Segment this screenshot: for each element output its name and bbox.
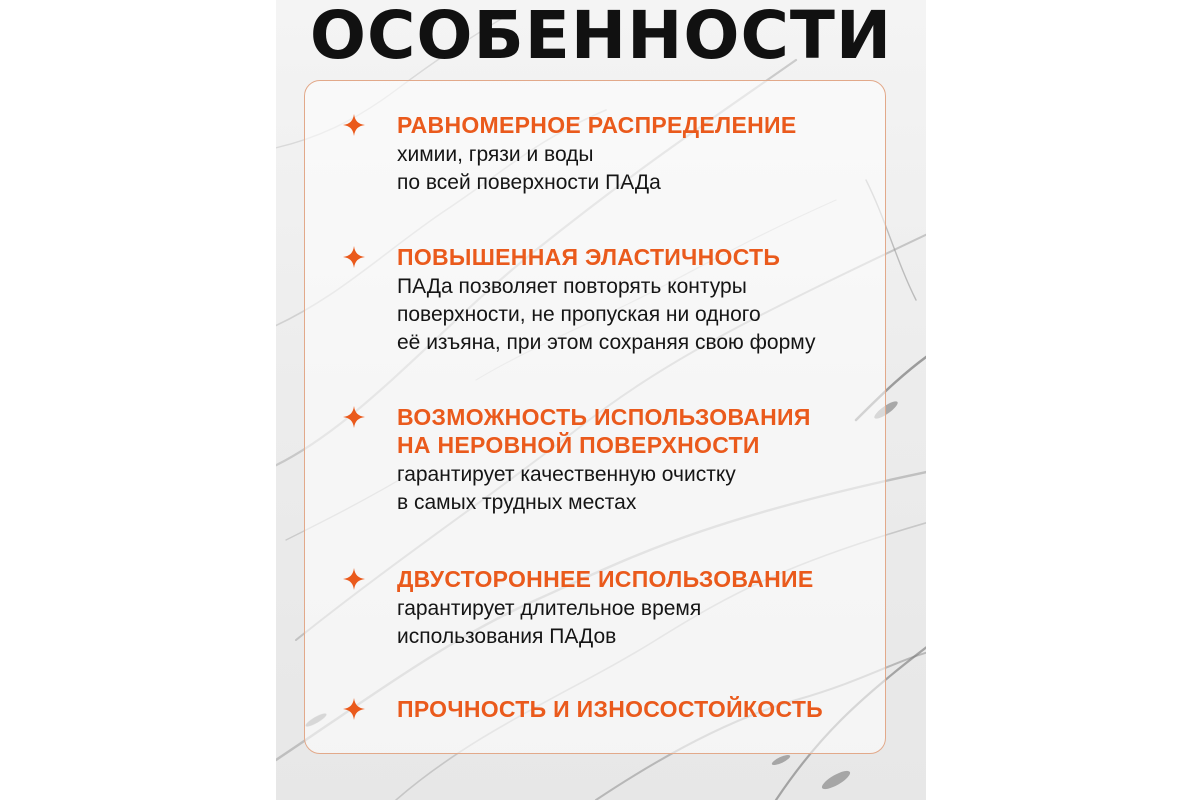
features-card [304, 80, 886, 754]
feature-description-line: гарантирует длительное время [397, 597, 702, 620]
feature-title-line: РАВНОМЕРНОЕ РАСПРЕДЕЛЕНИЕ [397, 112, 797, 138]
feature-description [397, 461, 877, 517]
feature-description [397, 141, 877, 197]
feature-title-line: ПОВЫШЕННАЯ ЭЛАСТИЧНОСТЬ [397, 244, 781, 270]
feature-description-line: ПАДа позволяет повторять контуры [397, 275, 747, 298]
feature-description-line: её изъяна, при этом сохраняя свою форму [397, 331, 816, 354]
feature-description-line: использования ПАДов [397, 625, 617, 648]
feature-title-line: НА НЕРОВНОЙ ПОВЕРХНОСТИ [397, 432, 760, 458]
four-point-star-icon [343, 246, 365, 268]
feature-description-line: поверхности, не пропуская ни одного [397, 303, 761, 326]
feature-title [397, 403, 877, 459]
feature-description [397, 273, 877, 357]
feature-description [397, 595, 877, 651]
feature-title-line: ВОЗМОЖНОСТЬ ИСПОЛЬЗОВАНИЯ [397, 404, 811, 430]
four-point-star-icon [343, 568, 365, 590]
feature-title [397, 695, 877, 723]
feature-description-line: по всей поверхности ПАДа [397, 171, 661, 194]
feature-title [397, 243, 877, 271]
four-point-star-icon [343, 406, 365, 428]
feature-title-line: ПРОЧНОСТЬ И ИЗНОСОСТОЙКОСТЬ [397, 696, 823, 722]
feature-title [397, 565, 877, 593]
feature-title-line: ДВУСТОРОННЕЕ ИСПОЛЬЗОВАНИЕ [397, 566, 814, 592]
page-title: ОСОБЕННОСТИ [309, 0, 893, 74]
feature-description-line: в самых трудных местах [397, 491, 637, 514]
feature-description-line: гарантирует качественную очистку [397, 463, 736, 486]
feature-title [397, 111, 877, 139]
feature-description-line: химии, грязи и воды [397, 143, 594, 166]
four-point-star-icon [343, 698, 365, 720]
four-point-star-icon [343, 114, 365, 136]
